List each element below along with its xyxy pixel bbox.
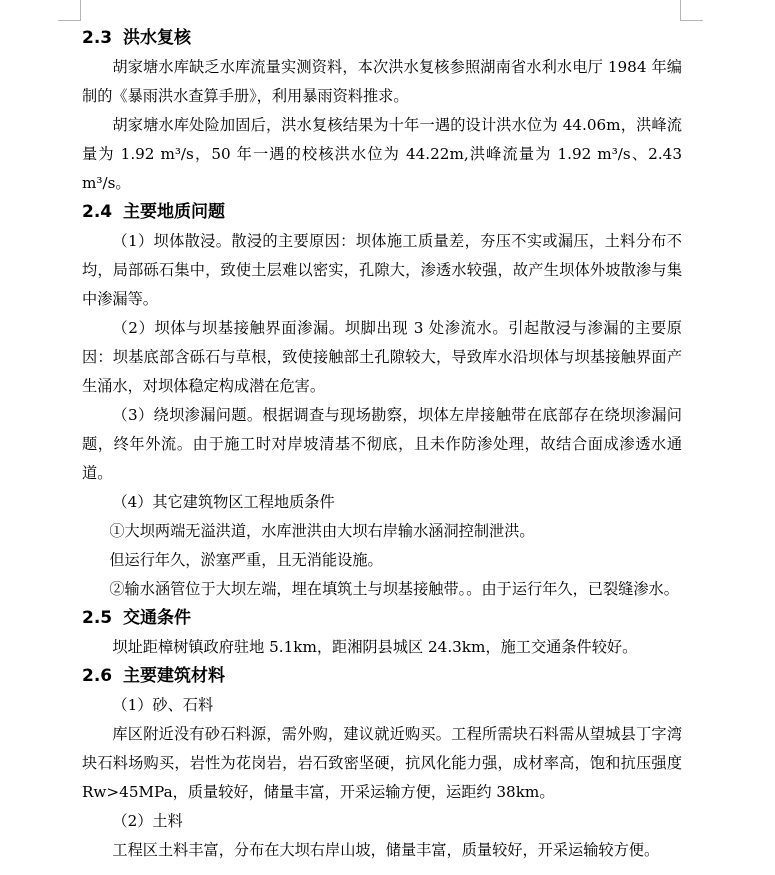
section-heading-2-5 [82,604,682,633]
section-number: 2.3 [82,28,113,48]
section-number: 2.6 [82,666,113,686]
paragraph: 工程区土料丰富，分布在大坝右岸山坡，储量丰富，质量较好，开采运输较方便。 [112,841,660,859]
section-number: 2.4 [82,202,113,222]
paragraph: ①大坝两端无溢洪道，水库泄洪由大坝右岸输水涵洞控制泄洪。 [109,522,535,540]
document-body [82,24,682,865]
section-title: 交通条件 [123,608,191,628]
paragraph: 胡家塘水库处险加固后，洪水复核结果为十年一遇的设计洪水位为 44.06m，洪峰流量为 1.92 m³/s，50 年一遇的校核洪水位为 44.22m,洪峰流量为 1.92 m³/s、2.43 m³/s。 [82,116,682,192]
paragraph: （2）坝体与坝基接触界面渗漏。坝脚出现 3 处渗流水。引起散浸与渗漏的主要原因：坝基底部含砾石与草根，致使接触部土孔隙较大，导致库水沿坝体与坝基接触界面产生涌水，对坝体稳定构成潜在危害。 [82,319,682,395]
page-corner-mark-right [680,0,703,21]
section-number: 2.5 [82,608,113,628]
paragraph: 库区附近没有砂石料源，需外购，建议就近购买。工程所需块石料需从望城县丁字湾块石料场购买，岩性为花岗岩，岩石致密坚硬，抗风化能力强，成材率高，饱和抗压强度 Rw>45MPa，质量较好，储量丰富，开采运输方便，运距约 38km。 [82,725,682,801]
paragraph: （1）砂、石料 [112,696,214,714]
paragraph: ②输水涵管位于大坝左端，埋在填筑土与坝基接触带。。由于运行年久，已裂缝渗水。 [109,580,679,598]
section-title: 主要地质问题 [123,202,225,222]
section-heading-2-3 [82,24,682,53]
paragraph: 坝址距樟树镇政府驻地 5.1km，距湘阴县城区 24.3km，施工交通条件较好。 [112,638,638,656]
page-corner-mark-left [58,0,81,21]
section-title: 主要建筑材料 [123,666,225,686]
section-heading-2-4 [82,198,682,227]
section-title: 洪水复核 [123,28,191,48]
paragraph: （3）绕坝渗漏问题。根据调查与现场勘察，坝体左岸接触带在底部存在绕坝渗漏问题，终年外流。由于施工时对岸坡清基不彻底，且未作防渗处理，故结合面成渗透水通道。 [82,406,682,482]
section-heading-2-6 [82,662,682,691]
paragraph: 但运行年久，淤塞严重，且无消能设施。 [109,551,383,569]
paragraph: （4）其它建筑物区工程地质条件 [112,493,335,511]
paragraph: 胡家塘水库缺乏水库流量实测资料，本次洪水复核参照湖南省水利水电厅 1984 年编制的《暴雨洪水查算手册》，利用暴雨资料推求。 [82,58,682,105]
paragraph: （1）坝体散浸。散浸的主要原因：坝体施工质量差，夯压不实或漏压，土料分布不均，局部砾石集中，致使土层难以密实，孔隙大，渗透水较强，故产生坝体外坡散渗与集中渗漏等。 [82,232,682,308]
paragraph: （2）土料 [112,812,183,830]
